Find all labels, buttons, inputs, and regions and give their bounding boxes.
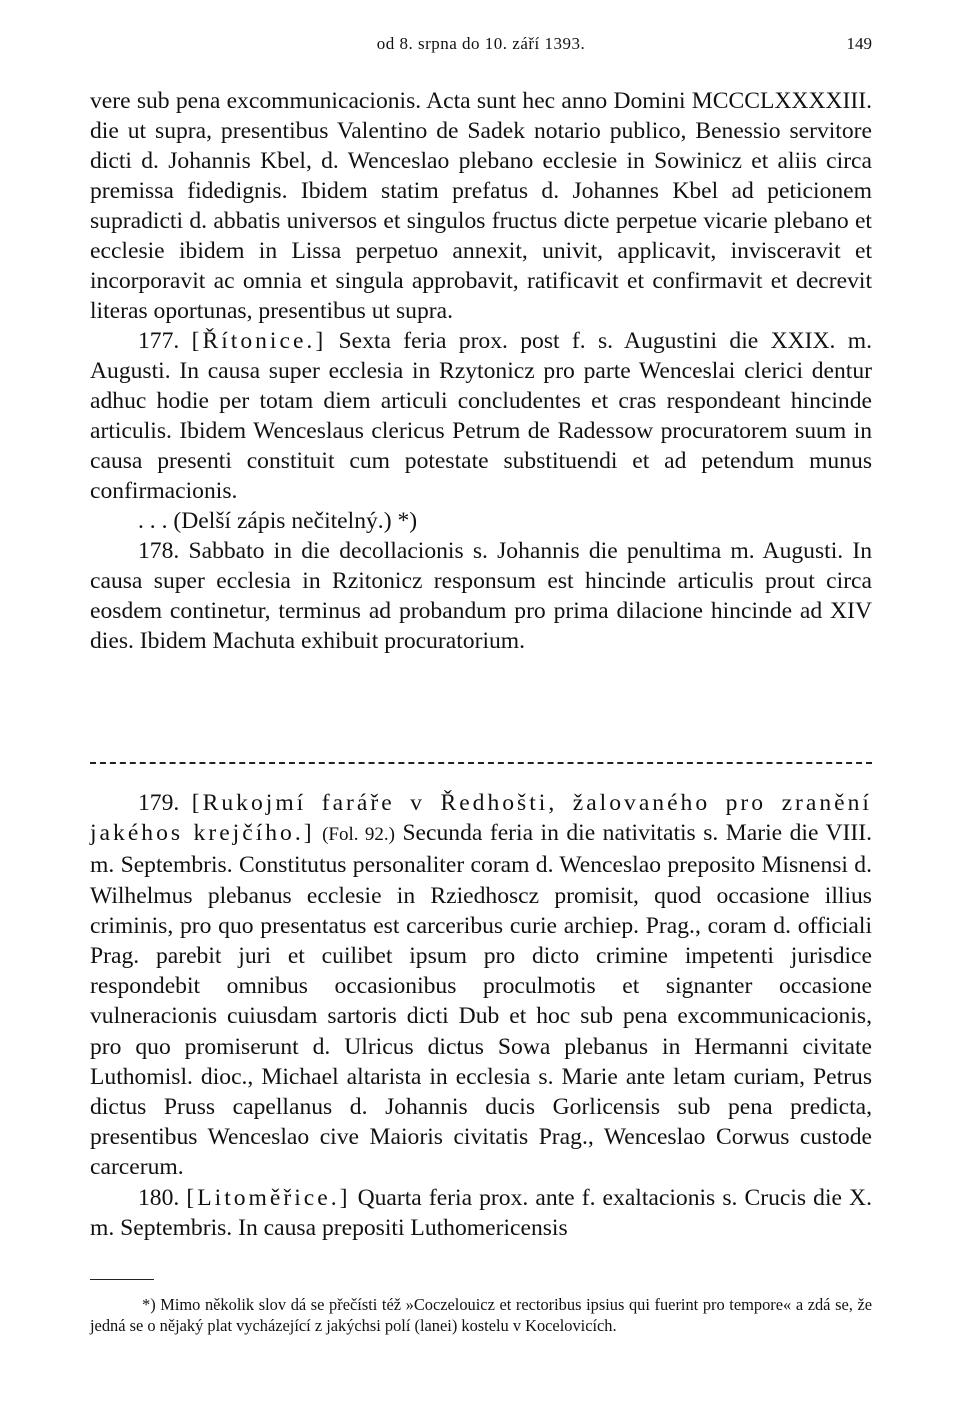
entry-177	[90, 326, 872, 506]
main-text-upper	[90, 86, 872, 656]
entry-text: Secunda feria in die nativitatis s. Marie die VIII. m. Septembris. Constitutus personaliter coram d. Wenceslao preposito Misnensi d. Wilhelmus plebanus ecclesie in Rziedhoscz promisit, quod occasione illius criminis, pro quo presentatus est carceribus curie archiep. Prag., coram d. officiali Prag. parebit juri et cuilibet ipsum pro dicto crimine impetenti jurisdice respondebit omnibus occasionibus proculmotis et signanter occasione vulneracionis cuiusdam sartoris dicti Dub et hoc sub pena excommunicacionis, pro quo promiserunt d. Ulricus dictus Sowa plebanus in Hermanni civitate Luthomisl. dioc., Michael altarista in ecclesia s. Marie ante letam curiam, Petrus dictus Pruss capellanus d. Johannis ducis Gorlicensis sub pena predicta, presentibus Wenceslao cive Maioris civitatis Prag., Wenceslao Corwus custode carcerum.	[90, 820, 872, 1181]
entry-place: [Řítonice.]	[191, 328, 327, 354]
page-header	[90, 30, 872, 56]
entry-place: [Litoměřice.]	[186, 1184, 351, 1211]
footnote-rule	[90, 1279, 154, 1280]
paragraph-continued: vere sub pena excommunicacionis. Acta sunt hec anno Domini MCCCLXXXXIII. die ut supra, presentibus Valentino de Sadek notario publico, Benessio servitore dicti d. Johannis Kbel, d. Wenceslao plebano ecclesie in Sowinicz et aliis circa premissa fidedignis. Ibidem statim prefatus d. Johannes Kbel ad peticionem supradicti d. abbatis universos et singulos fructus dicte perpetue vicarie plebano et ecclesie ibidem in Lissa perpetuo annexit, univit, applicavit, invisceravit et incorporavit ac omnia et singula approbavit, ratificavit et confirmavit et decrevit literas oportunas, presentibus ut supra.	[90, 88, 872, 324]
footnote: *) Mimo několik slov dá se přečísti též »Coczelouicz et rectoribus ipsius qui fuerint pro tempore« a zdá se, že jedná se o nějaký plat vycházející z jakýchsi polí (lanei) kostelu v Kocelovicích.	[90, 1295, 872, 1335]
entry-number: 179.	[138, 790, 180, 816]
entry-number: 177.	[138, 328, 180, 354]
folio-reference: (Fol. 92.)	[322, 824, 395, 846]
entry-title: [Rukojmí faráře v Ředhošti, žalovaného pro zranění jakéhos krejčího.]	[90, 790, 872, 847]
entry-number: 180.	[138, 1184, 180, 1211]
entry-180	[90, 1183, 872, 1243]
entry-text: Quarta feria prox. ante f. exaltacionis s. Crucis die X. m. Septembris. In causa prepositi Luthomericensis	[90, 1184, 872, 1241]
main-text-lower	[90, 788, 872, 1243]
page-number: 149	[846, 34, 872, 53]
entry-text: Sexta feria prox. post f. s. Augustini die XXIX. m. Augusti. In causa super ecclesia in Rzytonicz pro parte Wenceslai clerici dentur adhuc hodie per totam diem articuli concludentes et cras respondeant hincinde articulis. Ibidem Wenceslaus clericus Petrum de Radessow procuratorem suum in causa presenti constituit cum potestate substituendi et ad petendum munus confirmacionis.	[90, 328, 873, 504]
running-head: od 8. srpna do 10. září 1393.	[376, 34, 586, 53]
entry-178: 178. Sabbato in die decollacionis s. Johannis die penultima m. Augusti. In causa super ecclesia in Rzitonicz responsum est hincinde articulis prout circa eosdem continetur, terminus ad probandum pro prima dilacione hincinde ad XIV dies. Ibidem Machuta exhibuit procuratorium.	[90, 538, 872, 654]
entry-179	[90, 788, 872, 1183]
dashed-separator	[90, 762, 872, 766]
illegible-note: . . . (Delší zápis nečitelný.) *)	[138, 508, 418, 534]
